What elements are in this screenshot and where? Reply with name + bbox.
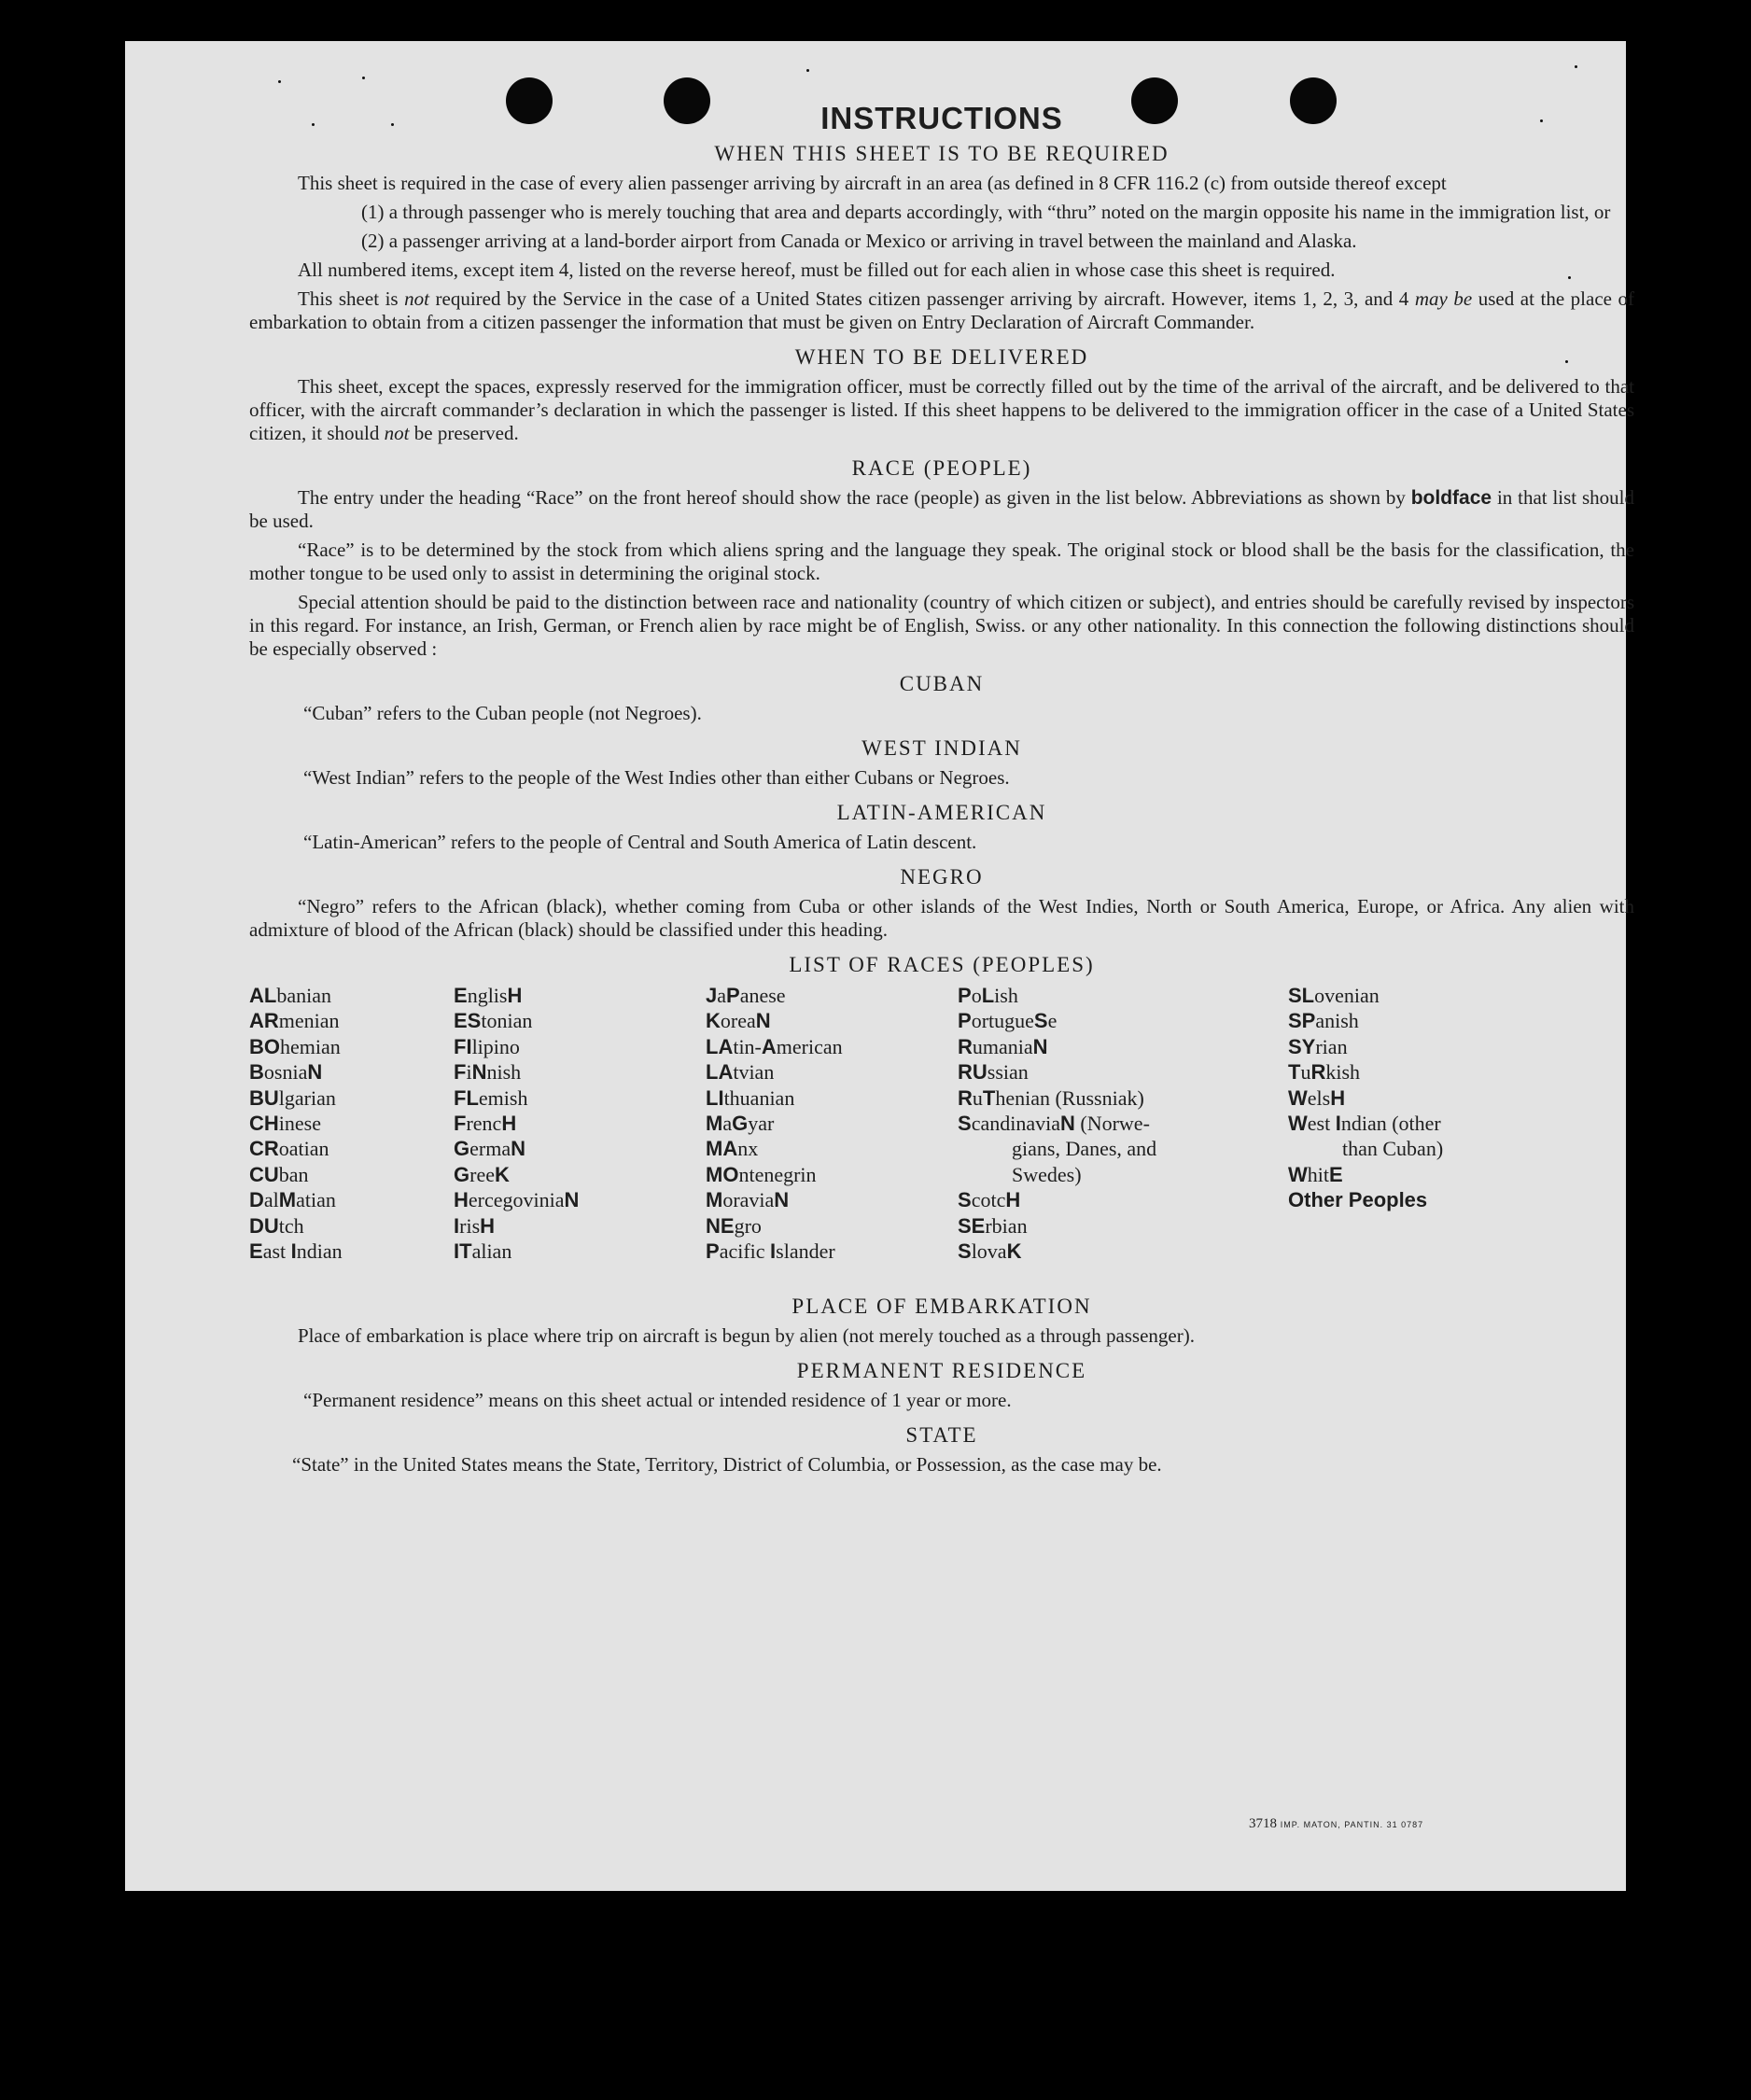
speck [806, 69, 809, 72]
race-entry: ARmenian [249, 1009, 340, 1033]
speck [1575, 65, 1577, 68]
race-entry: RuThenian (Russniak) [958, 1085, 1144, 1110]
definition-state: “State” in the United States means the State, Territory, District of Columbia, or Possession, as the case may be. [292, 1453, 1162, 1476]
race-entry: EStonian [454, 1009, 533, 1033]
race-entry: ScandinaviaN (Norwe- [958, 1111, 1150, 1135]
races-column [249, 983, 343, 1264]
printer-imprint [1249, 1816, 1423, 1832]
race-entry: CUban [249, 1162, 309, 1186]
race-entry: MaGyar [706, 1111, 775, 1135]
heading-negro: NEGRO [900, 865, 984, 889]
race-entry: DUtch [249, 1213, 304, 1238]
exception-item: (2) a passenger arriving at a land-border airport from Canada or Mexico or arriving in travel between the mainland and Alaska. [361, 230, 1357, 252]
race-entry: MAnx [706, 1137, 759, 1161]
definition-cuban: “Cuban” refers to the Cuban people (not Negroes). [303, 702, 702, 724]
races-column [1288, 983, 1443, 1213]
race-entry: RUssian [958, 1060, 1029, 1085]
race-entry: TuRkish [1288, 1060, 1361, 1085]
race-entry: ScotcH [958, 1188, 1021, 1212]
printer-name: IMP. MATON, PANTIN. 31 0787 [1280, 1820, 1424, 1829]
race-entry: BosniaN [249, 1060, 323, 1085]
heading-cuban: CUBAN [899, 672, 985, 695]
races-column [706, 983, 843, 1264]
race-entry: MoraviaN [706, 1188, 790, 1212]
race-entry: LAtvian [706, 1060, 775, 1085]
instructions-content [249, 101, 1634, 1482]
race-entry: JaPanese [706, 984, 786, 1007]
race-entry: IrisH [454, 1213, 496, 1238]
race-entry: SYrian [1288, 1034, 1348, 1058]
race-entry: SErbian [958, 1213, 1028, 1238]
race-entry: FLemish [454, 1085, 528, 1110]
heading-state: STATE [905, 1423, 978, 1447]
race-entry: SLovenian [1288, 984, 1380, 1007]
race-entry: NEgro [706, 1213, 762, 1238]
definition-permanent-residence: “Permanent residence” means on this sheet actual or intended residence of 1 year or more. [303, 1389, 1012, 1411]
race-entry: GreeK [454, 1162, 510, 1186]
page-title: INSTRUCTIONS [820, 101, 1063, 135]
race-entry: Swedes) [1012, 1162, 1082, 1186]
heading-west-indian: WEST INDIAN [861, 736, 1022, 760]
race-entry: LAtin-American [706, 1034, 843, 1058]
paragraph: “Race” is to be determined by the stock from which aliens spring and the language they speak. The original stock or blood shall be the basis for the classification, the mother tongue to be used only to assist in determining the original stock. [249, 539, 1634, 584]
paragraph: This sheet is not required by the Service in the case of a United States citizen passenger arriving by aircraft. However, items 1, 2, 3, and 4 may be used at the place of embarkation to obtain from a citizen passenger the information that must be given on Entry Declaration of Aircraft Commander. [249, 287, 1635, 333]
heading-permanent-residence: PERMANENT RESIDENCE [796, 1359, 1087, 1382]
race-entry: WelsH [1288, 1085, 1346, 1110]
race-entry: EnglisH [454, 984, 523, 1007]
race-entry: MOntenegrin [706, 1162, 817, 1186]
paragraph: This sheet, except the spaces, expressly reserved for the immigration officer, must be correctly filled out by the time of the arrival of the aircraft, and be delivered to that officer, with the aircraft commander’s declaration in which the passenger is listed. If this sheet happens to be delivered to the immigration officer in the case of a United States citizen, it should not be preserved. [249, 375, 1634, 444]
race-entry: DalMatian [249, 1188, 336, 1212]
heading-latin-american: LATIN-AMERICAN [836, 801, 1047, 824]
race-entry: RumaniaN [958, 1034, 1048, 1058]
definition-embarkation: Place of embarkation is place where trip on aircraft is begun by alien (not merely touched as a through passenger). [298, 1324, 1195, 1347]
race-entry: FiNnish [454, 1060, 522, 1085]
race-entry: Pacific Islander [706, 1239, 835, 1263]
heading-when-required: WHEN THIS SHEET IS TO BE REQUIRED [714, 142, 1170, 165]
paragraph: Special attention should be paid to the distinction between race and nationality (country of which citizen or subject), and entries should be carefully revised by inspectors in this regard. For instance, an Irish, German, or French alien by race might be of English, Swiss. or any other nationality. In this connection the following distinctions should be especially observed : [249, 591, 1634, 660]
race-entry: gians, Danes, and [1012, 1137, 1157, 1161]
paragraph: All numbered items, except item 4, listed on the reverse hereof, must be filled out for each alien in whose case this sheet is required. [298, 259, 1336, 281]
speck [278, 80, 281, 83]
race-entry: LIthuanian [706, 1085, 795, 1110]
definition-west-indian: “West Indian” refers to the people of the West Indies other than either Cubans or Negroes. [303, 766, 1010, 789]
races-column [958, 983, 1156, 1264]
race-entry: CRoatian [249, 1137, 329, 1161]
race-entry: PoLish [958, 984, 1018, 1007]
race-entry: WhitE [1288, 1162, 1343, 1186]
definition-negro: “Negro” refers to the African (black), whether coming from Cuba or other islands of the West Indies, North or South America, Europe, or Africa. Any alien with admixture of blood of the African (black) should be classified under this heading. [249, 895, 1634, 941]
race-entry: GermaN [454, 1137, 525, 1161]
race-entry: KoreaN [706, 1009, 771, 1033]
heading-place-of-embarkation: PLACE OF EMBARKATION [791, 1295, 1092, 1318]
race-entry: East Indian [249, 1239, 343, 1263]
race-entry: BOhemian [249, 1034, 341, 1058]
race-entry: BUlgarian [249, 1085, 336, 1110]
race-entry: CHinese [249, 1111, 321, 1135]
race-entry: Other Peoples [1288, 1188, 1428, 1212]
race-entry: PortugueSe [958, 1009, 1058, 1033]
paragraph: The entry under the heading “Race” on the front hereof should show the race (people) as given in the list below. Abbreviations as shown by boldface in that list should be used. [249, 486, 1634, 532]
race-entry: ITalian [454, 1239, 512, 1263]
form-number: 3718 [1249, 1816, 1277, 1831]
heading-list-of-races: LIST OF RACES (PEOPLES) [789, 953, 1095, 976]
definition-latin-american: “Latin-American” refers to the people of Central and South America of Latin descent. [303, 831, 977, 853]
race-entry: FrencH [454, 1111, 517, 1135]
race-entry: FIlipino [454, 1034, 520, 1058]
race-entry: West Indian (other [1288, 1111, 1441, 1135]
race-entry: ALbanian [249, 984, 331, 1007]
races-column [454, 983, 579, 1264]
race-entry: HercegoviniaN [454, 1188, 580, 1212]
document-sheet [125, 41, 1635, 1891]
heading-when-delivered: WHEN TO BE DELIVERED [794, 345, 1089, 369]
heading-race: RACE (PEOPLE) [851, 456, 1032, 480]
race-entry: than Cuban) [1342, 1137, 1444, 1161]
races-list [249, 983, 1634, 1291]
race-entry: SPanish [1288, 1009, 1359, 1033]
paragraph: This sheet is required in the case of every alien passenger arriving by aircraft in an area (as defined in 8 CFR 116.2 (c) from outside thereof except [298, 172, 1447, 194]
speck [362, 77, 365, 79]
exception-item: (1) a through passenger who is merely touching that area and departs accordingly, with “thru” noted on the margin opposite his name in the immigration list, or [361, 201, 1611, 223]
race-entry: SlovaK [958, 1239, 1022, 1263]
